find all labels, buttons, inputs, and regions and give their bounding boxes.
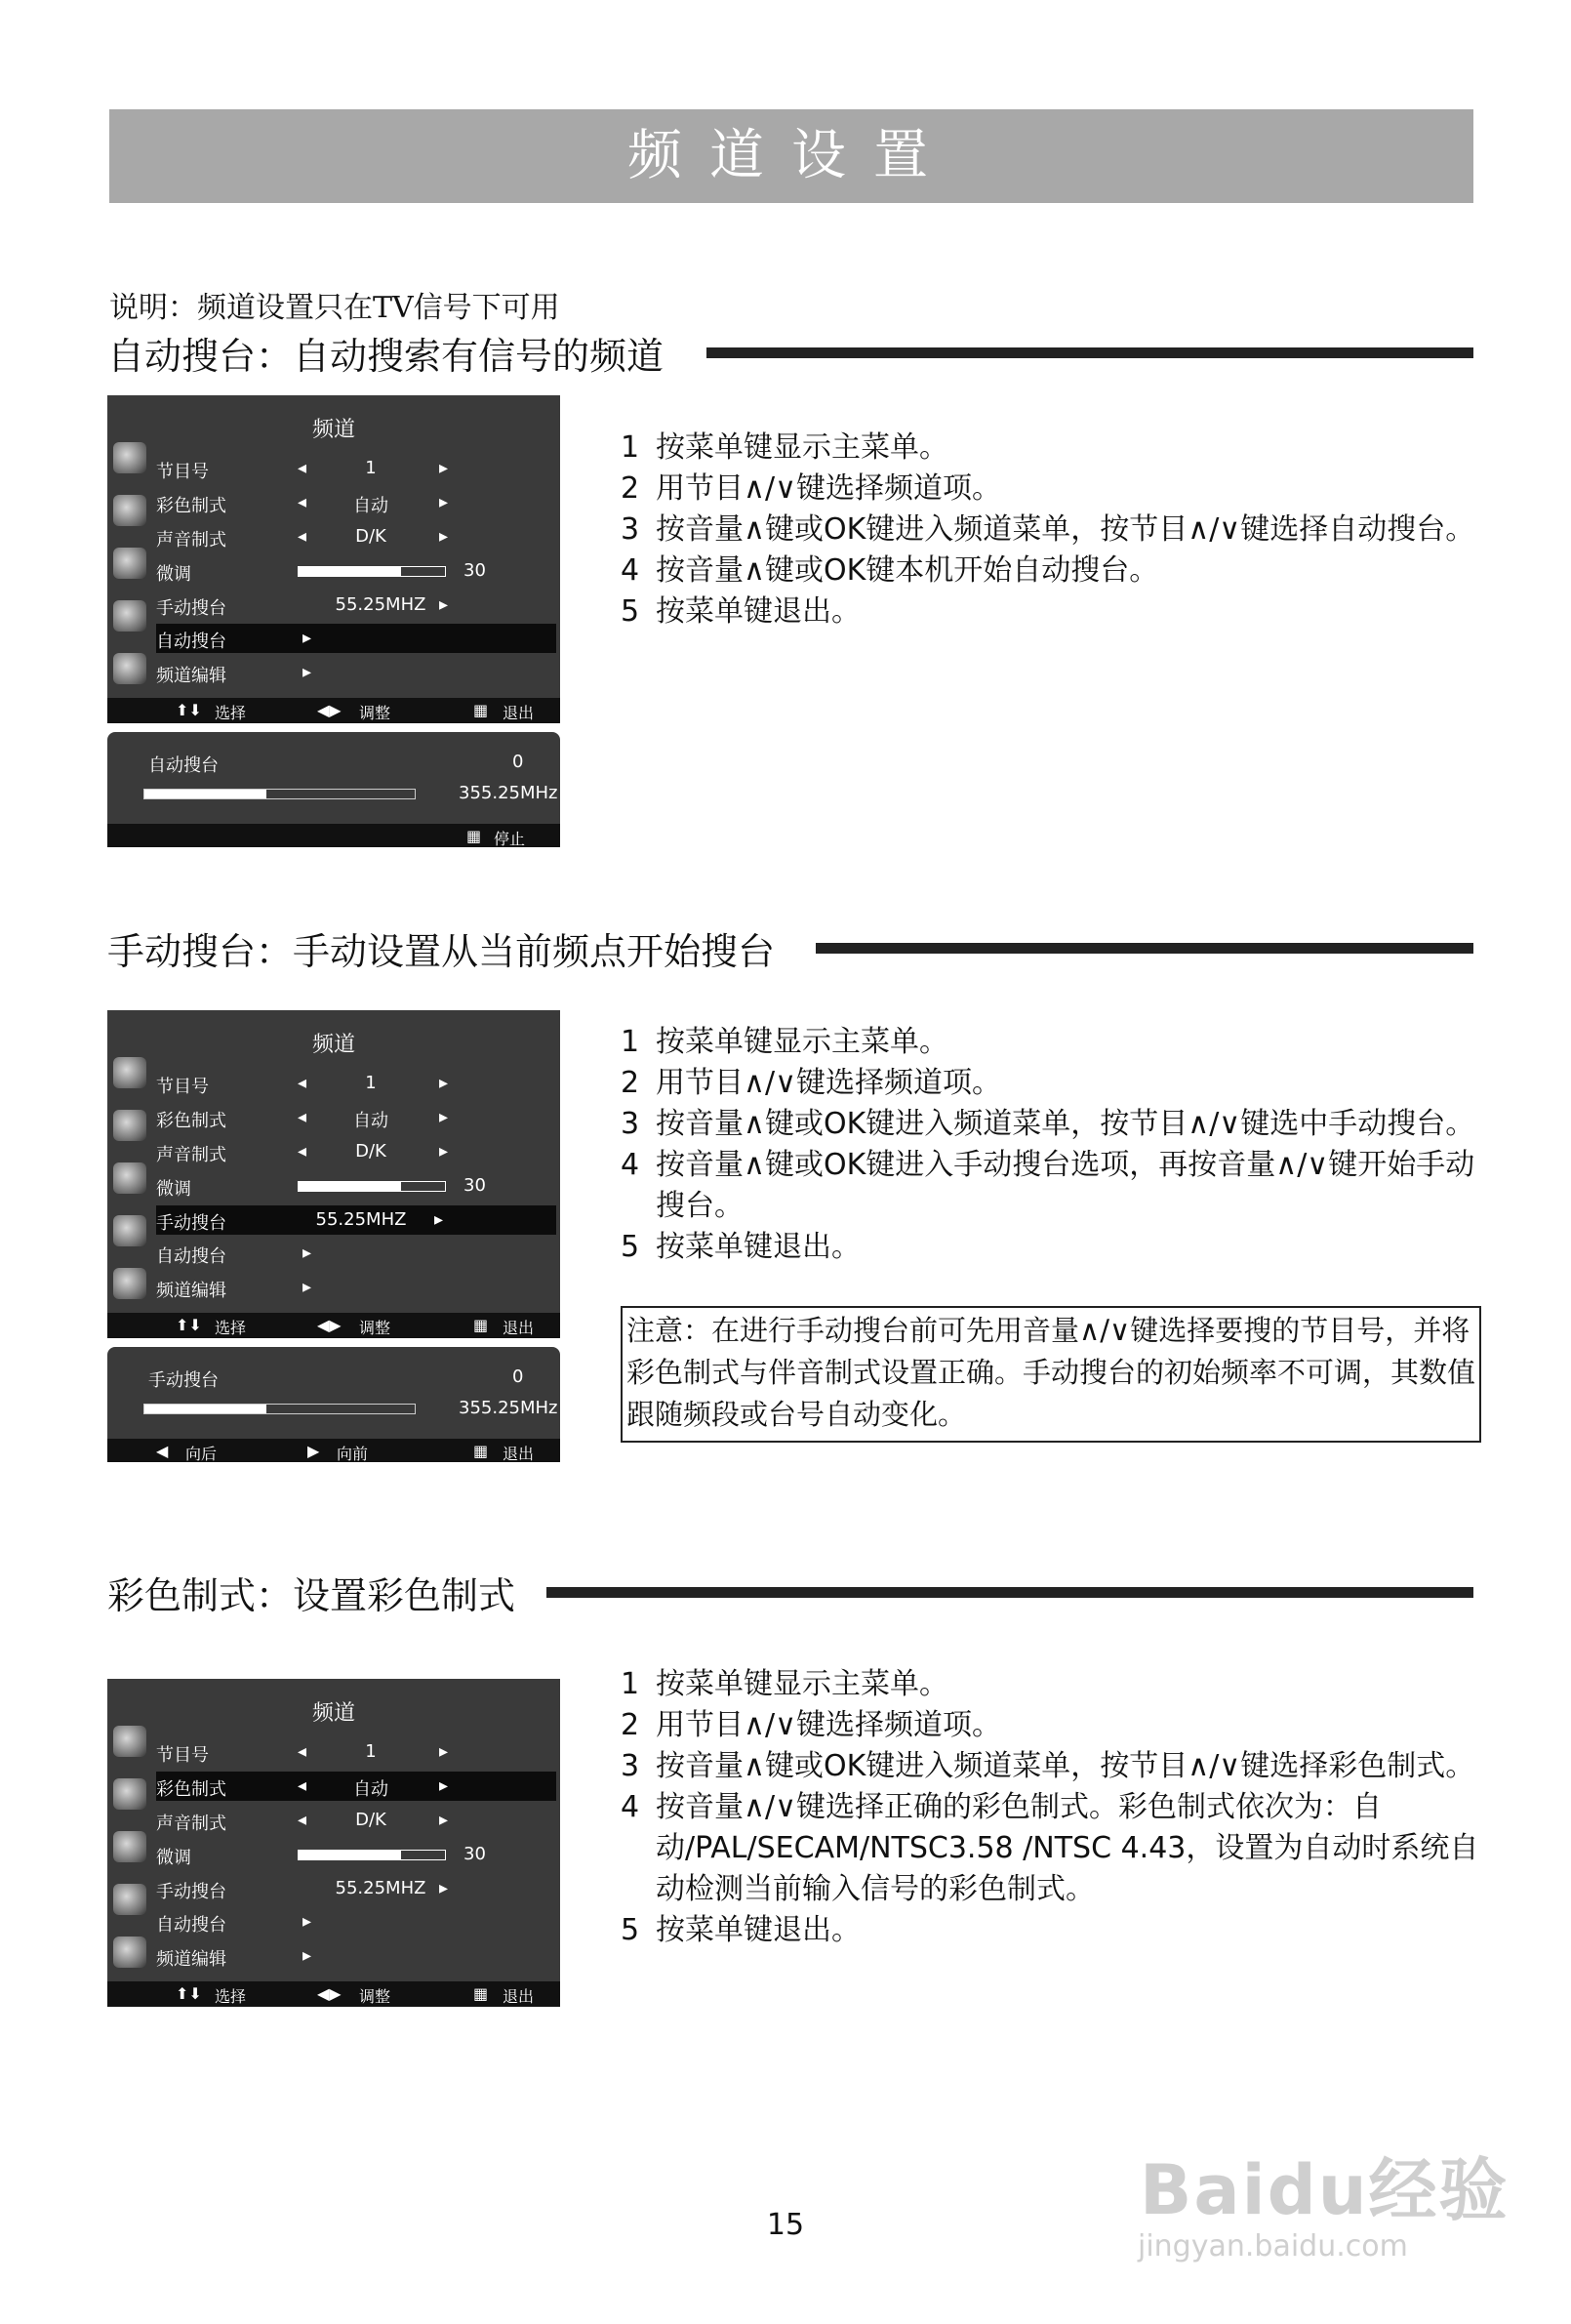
steps-manual-scan [621, 1022, 1479, 1268]
up-down-icon: ⬆⬇ [176, 1316, 202, 1334]
menu-item-auto-scan[interactable] [156, 1907, 556, 1937]
picture-icon [113, 1726, 146, 1757]
right-arrow-icon: ▸ [302, 1243, 312, 1263]
right-triangle-icon: ▶ [307, 1442, 320, 1460]
menu-label: 自动搜台 [156, 632, 226, 652]
menu-label: 彩色制式 [156, 496, 226, 516]
fine-tune-slider[interactable] [298, 1850, 446, 1860]
menu-item-manual-scan[interactable] [156, 591, 556, 620]
lock-icon [113, 653, 146, 684]
function-icon [113, 1884, 146, 1915]
menu-item-sound-system[interactable] [156, 522, 556, 551]
right-arrow-icon: ▸ [302, 1911, 312, 1932]
menu-label: 自动搜台 [156, 1246, 226, 1267]
progress-bar [143, 789, 416, 799]
menu-item-channel-edit[interactable] [156, 1941, 556, 1971]
section-heading-manual-scan: 手动搜台：手动设置从当前频点开始搜台 [107, 930, 776, 973]
left-arrow-icon: ◂ [298, 458, 307, 478]
section-rule [816, 943, 1473, 954]
menu-value: 自动 [353, 1779, 388, 1800]
menu-value: 30 [463, 1175, 486, 1196]
right-arrow-icon: ▸ [439, 1741, 449, 1762]
footer-select: 选择 [215, 1987, 247, 2006]
menu-value: 55.25MHZ [335, 594, 426, 615]
step: 2 用节目∧/∨键选择频道项。 [621, 1066, 1002, 1100]
menu-value: 30 [463, 560, 486, 581]
step: 2 用节目∧/∨键选择频道项。 [621, 1708, 1002, 1742]
lock-icon [113, 1268, 146, 1299]
channel-icon [113, 1162, 146, 1194]
step: 4 按音量∧键或OK键进入手动搜台选项，再按音量∧/∨键开始手动搜台。 [621, 1148, 1475, 1223]
menu-item-color-system[interactable] [156, 1772, 556, 1801]
right-arrow-icon: ▸ [439, 1073, 449, 1093]
menu-value: D/K [355, 526, 386, 547]
page-title: 频道设置 [109, 109, 1473, 203]
osd-footer [107, 1313, 560, 1338]
baidu-watermark-url: jingyan.baidu.com [1138, 2229, 1408, 2263]
menu-label: 声音制式 [156, 530, 226, 550]
menu-label: 手动搜台 [156, 1213, 226, 1234]
progress-frequency: 355.25MHz [459, 1398, 558, 1418]
footer-exit: 退出 [503, 1319, 535, 1337]
menu-item-sound-system[interactable] [156, 1806, 556, 1835]
menu-value: 55.25MHZ [315, 1209, 407, 1230]
left-arrow-icon: ◂ [298, 1141, 307, 1162]
menu-item-color-system[interactable] [156, 1103, 556, 1132]
osd-title: 频道 [311, 1033, 355, 1057]
manual-scan-progress-panel [107, 1347, 560, 1462]
osd-title: 频道 [311, 1701, 355, 1726]
step: 4 按音量∧/∨键选择正确的彩色制式。彩色制式依次为：自动/PAL/SECAM/NTSC3.58 /NTSC 4.43，设置为自动时系统自动检测当前输入信号的彩色制式。 [621, 1790, 1479, 1906]
progress-count: 0 [512, 1366, 524, 1387]
footer-adjust: 调整 [359, 1319, 391, 1337]
menu-icon: ▦ [473, 1442, 489, 1460]
right-arrow-icon: ▸ [439, 458, 449, 478]
up-down-icon: ⬆⬇ [176, 701, 202, 719]
step: 2 用节目∧/∨键选择频道项。 [621, 471, 1002, 506]
fine-tune-slider[interactable] [298, 566, 446, 577]
right-arrow-icon: ▸ [302, 628, 312, 648]
menu-item-manual-scan[interactable] [156, 1205, 556, 1235]
up-down-icon: ⬆⬇ [176, 1984, 202, 2003]
picture-icon [113, 442, 146, 473]
step: 1 按菜单键显示主菜单。 [621, 1667, 948, 1701]
right-arrow-icon: ▸ [439, 526, 449, 547]
progress-fill [144, 1405, 266, 1413]
left-right-icon: ◀▶ [317, 1984, 342, 2003]
picture-icon [113, 1057, 146, 1088]
right-arrow-icon: ▸ [302, 662, 312, 682]
left-arrow-icon: ◂ [298, 1073, 307, 1093]
menu-value: 1 [365, 1073, 377, 1093]
right-arrow-icon: ▸ [434, 1209, 444, 1230]
step: 1 按菜单键显示主菜单。 [621, 1025, 948, 1059]
menu-item-program[interactable] [156, 1737, 556, 1767]
menu-label: 微调 [156, 1179, 191, 1200]
right-arrow-icon: ▸ [439, 1141, 449, 1162]
menu-item-channel-edit[interactable] [156, 658, 556, 687]
left-arrow-icon: ◂ [298, 1107, 307, 1127]
menu-label: 自动搜台 [156, 1915, 226, 1936]
menu-label: 频道编辑 [156, 666, 226, 686]
progress-bar [143, 1404, 416, 1414]
progress-footer [107, 824, 560, 847]
right-arrow-icon: ▸ [439, 1775, 449, 1796]
lock-icon [113, 1937, 146, 1968]
sound-icon [113, 1110, 146, 1141]
left-arrow-icon: ◂ [298, 526, 307, 547]
fine-tune-slider[interactable] [298, 1181, 446, 1192]
left-triangle-icon: ◀ [156, 1442, 169, 1460]
channel-icon [113, 548, 146, 579]
right-arrow-icon: ▸ [439, 1107, 449, 1127]
menu-item-fine-tune[interactable] [156, 1171, 556, 1201]
steps-color-system [621, 1664, 1479, 1951]
footer-exit: 退出 [503, 704, 535, 722]
progress-count: 0 [512, 752, 524, 772]
section-heading-auto-scan: 自动搜台：自动搜索有信号的频道 [107, 335, 665, 378]
menu-label: 彩色制式 [156, 1779, 226, 1800]
menu-icon: ▦ [473, 1984, 489, 2003]
page-number: 15 [766, 2208, 805, 2242]
menu-item-fine-tune[interactable] [156, 556, 556, 586]
footer-select: 选择 [215, 704, 247, 722]
step: 4 按音量∧键或OK键本机开始自动搜台。 [621, 553, 1159, 588]
footer-select: 选择 [215, 1319, 247, 1337]
menu-icon: ▦ [466, 827, 482, 845]
progress-label: 手动搜台 [148, 1370, 219, 1391]
right-arrow-icon: ▸ [439, 594, 449, 615]
menu-label: 节目号 [156, 1745, 209, 1766]
baidu-watermark-logo: Baidu经验 [1140, 2150, 1510, 2230]
menu-icon: ▦ [473, 1316, 489, 1334]
function-icon [113, 600, 146, 632]
menu-value: 30 [463, 1844, 486, 1864]
footer-exit: 退出 [503, 1445, 535, 1463]
step: 5 按菜单键退出。 [621, 594, 861, 629]
section-rule [706, 347, 1473, 358]
menu-item-program[interactable] [156, 454, 556, 483]
progress-frequency: 355.25MHz [459, 783, 558, 803]
footer-stop: 停止 [494, 830, 526, 848]
sound-icon [113, 1778, 146, 1810]
menu-item-auto-scan[interactable] [156, 624, 556, 653]
footer-adjust: 调整 [359, 1987, 391, 2006]
menu-value: 自动 [353, 496, 388, 516]
footer-forward: 向前 [337, 1445, 369, 1463]
menu-item-color-system[interactable] [156, 488, 556, 517]
left-right-icon: ◀▶ [317, 701, 342, 719]
menu-icon: ▦ [473, 701, 489, 719]
step: 3 按音量∧键或OK键进入频道菜单，按节目∧/∨键选择自动搜台。 [621, 512, 1475, 547]
left-arrow-icon: ◂ [298, 1775, 307, 1796]
menu-label: 微调 [156, 1848, 191, 1868]
osd-footer [107, 698, 560, 723]
right-arrow-icon: ▸ [439, 1810, 449, 1830]
right-arrow-icon: ▸ [439, 1878, 449, 1898]
section-heading-color-system: 彩色制式：设置彩色制式 [107, 1574, 516, 1617]
left-arrow-icon: ◂ [298, 1741, 307, 1762]
right-arrow-icon: ▸ [302, 1277, 312, 1297]
progress-footer [107, 1439, 560, 1462]
right-arrow-icon: ▸ [439, 492, 449, 512]
page-note: 说明：频道设置只在TV信号下可用 [109, 291, 560, 325]
menu-label: 手动搜台 [156, 1882, 226, 1902]
footer-exit: 退出 [503, 1987, 535, 2006]
footer-adjust: 调整 [359, 704, 391, 722]
osd-channel-menu [107, 1679, 560, 2007]
footer-back: 向后 [185, 1445, 218, 1463]
step: 1 按菜单键显示主菜单。 [621, 430, 948, 465]
progress-label: 自动搜台 [148, 755, 219, 776]
sound-icon [113, 495, 146, 526]
menu-label: 节目号 [156, 462, 209, 482]
channel-icon [113, 1831, 146, 1862]
osd-footer [107, 1981, 560, 2007]
osd-channel-menu [107, 1010, 560, 1338]
menu-item-fine-tune[interactable] [156, 1840, 556, 1869]
menu-label: 频道编辑 [156, 1949, 226, 1970]
menu-label: 声音制式 [156, 1814, 226, 1834]
menu-value: 1 [365, 1741, 377, 1762]
menu-label: 手动搜台 [156, 598, 226, 619]
step: 5 按菜单键退出。 [621, 1230, 861, 1264]
menu-item-manual-scan[interactable] [156, 1874, 556, 1903]
left-arrow-icon: ◂ [298, 1810, 307, 1830]
menu-value: 自动 [353, 1111, 388, 1131]
left-arrow-icon: ◂ [298, 492, 307, 512]
menu-item-auto-scan[interactable] [156, 1239, 556, 1268]
step: 5 按菜单键退出。 [621, 1913, 861, 1947]
progress-fill [144, 790, 266, 798]
menu-label: 微调 [156, 564, 191, 585]
left-right-icon: ◀▶ [317, 1316, 342, 1334]
menu-item-program[interactable] [156, 1069, 556, 1098]
auto-scan-progress-panel [107, 732, 560, 847]
right-arrow-icon: ▸ [302, 1945, 312, 1966]
step: 3 按音量∧键或OK键进入频道菜单，按节目∧/∨键选中手动搜台。 [621, 1107, 1475, 1141]
menu-item-channel-edit[interactable] [156, 1273, 556, 1302]
caution-note-box: 注意：在进行手动搜台前可先用音量∧/∨键选择要搜的节目号，并将彩色制式与伴音制式设置正确。手动搜台的初始频率不可调，其数值跟随频段或台号自动变化。 [621, 1306, 1481, 1443]
menu-value: 55.25MHZ [335, 1878, 426, 1898]
step: 3 按音量∧键或OK键进入频道菜单，按节目∧/∨键选择彩色制式。 [621, 1749, 1475, 1783]
menu-value: 1 [365, 458, 377, 478]
steps-auto-scan [621, 428, 1479, 632]
menu-label: 频道编辑 [156, 1281, 226, 1301]
osd-channel-menu [107, 395, 560, 723]
menu-label: 彩色制式 [156, 1111, 226, 1131]
osd-title: 频道 [311, 418, 355, 442]
menu-value: D/K [355, 1810, 386, 1830]
menu-item-sound-system[interactable] [156, 1137, 556, 1166]
menu-label: 声音制式 [156, 1145, 226, 1165]
section-rule [546, 1587, 1473, 1598]
function-icon [113, 1215, 146, 1246]
menu-value: D/K [355, 1141, 386, 1162]
menu-label: 节目号 [156, 1077, 209, 1097]
